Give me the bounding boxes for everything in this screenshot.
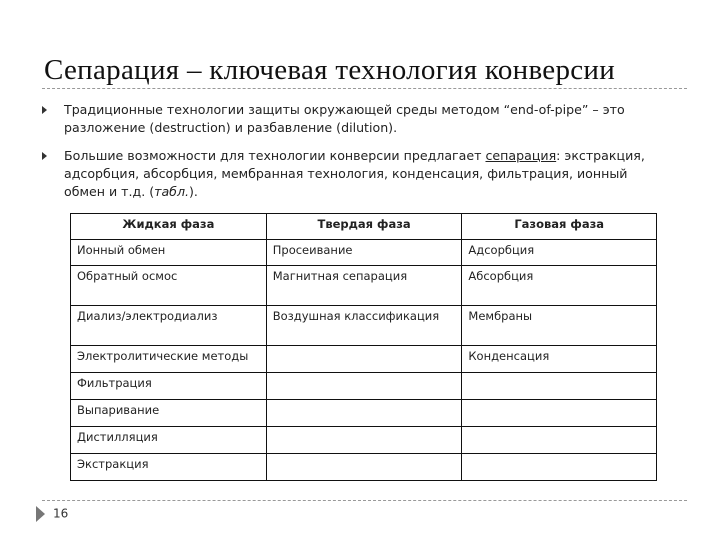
- table-cell: Воздушная классификация: [266, 306, 462, 346]
- table-cell: [266, 373, 462, 400]
- table-cell: [462, 427, 657, 454]
- table-cell: [266, 454, 462, 481]
- table-cell: Диализ/электродиализ: [71, 306, 267, 346]
- bullet-2: [42, 147, 662, 201]
- table-cell: [462, 454, 657, 481]
- table-cell: Обратный осмос: [71, 266, 267, 306]
- bullet-text: [64, 147, 662, 201]
- table-row: [71, 346, 657, 373]
- table-cell: Магнитная сепарация: [266, 266, 462, 306]
- table-cell: Фильтрация: [71, 373, 267, 400]
- footer-divider: [42, 500, 687, 501]
- page-number: [36, 506, 68, 522]
- table-row: [71, 240, 657, 266]
- table-cell: Мембраны: [462, 306, 657, 346]
- separation-table: [70, 213, 657, 481]
- table-cell: Абсорбция: [462, 266, 657, 306]
- table-row: [71, 400, 657, 427]
- table-ref: табл.: [154, 184, 189, 199]
- table-row: [71, 266, 657, 306]
- table-cell: Конденсация: [462, 346, 657, 373]
- bullet-1: [42, 101, 662, 137]
- column-header: Твердая фаза: [266, 214, 462, 240]
- table-row: [71, 373, 657, 400]
- bullet-arrow-icon: [42, 106, 47, 114]
- separation-link[interactable]: сепарация: [485, 148, 557, 163]
- column-header: Газовая фаза: [462, 214, 657, 240]
- bullet-arrow-icon: [42, 152, 47, 160]
- slide-title: Сепарация – ключевая технология конверсии: [44, 54, 616, 86]
- bullet-text-part: : экстракция, адсорбция, абсорбция, мембранная технология, конденсация, фильтрация, ионный обмен и т.д. (: [64, 148, 645, 199]
- table-cell: Выпаривание: [71, 400, 267, 427]
- table-cell: Ионный обмен: [71, 240, 267, 266]
- bullet-text: Традиционные технологии защиты окружающей среды методом “end-of-pipe” – это разложение (destruction) и разбавление (dilution).: [64, 102, 625, 135]
- table-cell: [462, 400, 657, 427]
- table-cell: Адсорбция: [462, 240, 657, 266]
- table-row: [71, 306, 657, 346]
- table-cell: Просеивание: [266, 240, 462, 266]
- page-number-text: 16: [53, 506, 69, 521]
- bullet-text-part: Большие возможности для технологии конверсии предлагает: [64, 148, 486, 163]
- table-row: [71, 454, 657, 481]
- page-arrow-icon: [36, 506, 45, 522]
- table-row: [71, 427, 657, 454]
- table-cell: [266, 400, 462, 427]
- bullet-text-part: ).: [189, 184, 198, 199]
- table-cell: Электролитические методы: [71, 346, 267, 373]
- table-cell: [266, 346, 462, 373]
- table-cell: Экстракция: [71, 454, 267, 481]
- table-header-row: [71, 214, 657, 240]
- column-header: Жидкая фаза: [71, 214, 267, 240]
- table-cell: [462, 373, 657, 400]
- title-divider: [42, 88, 687, 89]
- table-cell: Дистилляция: [71, 427, 267, 454]
- table-cell: [266, 427, 462, 454]
